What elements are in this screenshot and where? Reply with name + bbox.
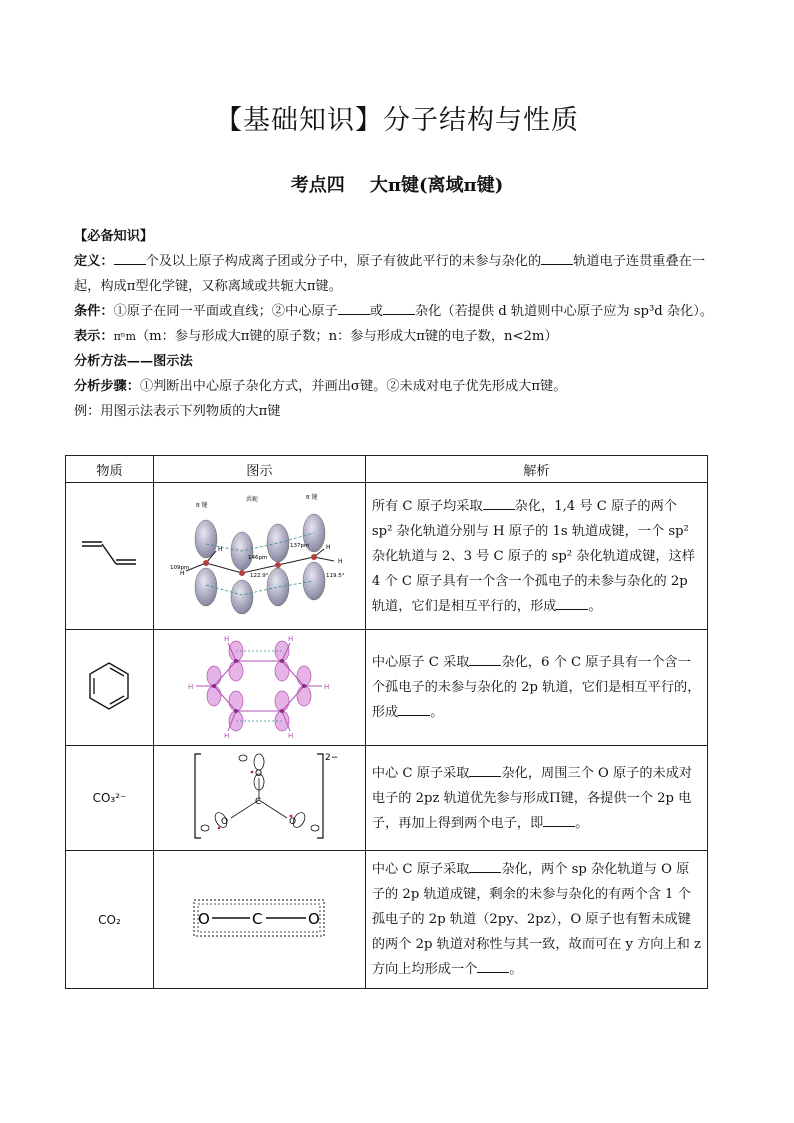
analysis-text-a: 中心 C 原子采取 (371, 765, 470, 781)
blank (477, 961, 509, 973)
molecule-table (65, 455, 708, 989)
blank (469, 765, 501, 777)
oxygen-label: O (308, 909, 321, 928)
hydrogen-label: H (326, 544, 331, 551)
analysis-text-b: 杂化，1,4 号 C 原子的两个 sp² 杂化轨道分别与 H 原子的 1s 轨道成键，一个 sp² 杂化轨道与 2、3 号 C 原子的 sp² 杂化轨道成键，这样 4 个 C 原子具有一个含一个孤电子的未参与杂化的 2p 轨道，它们是相互平行的，形成 (371, 498, 695, 614)
blank (383, 303, 415, 315)
definition-paragraph (74, 249, 726, 299)
carbonate-orbital-diagram (179, 748, 339, 844)
definition-text-2: 轨道电子连贯重叠在一起，构成π型化学键，又称离域或共轭大π键。 (74, 254, 706, 294)
page-title: 【基础知识】分子结构与性质 (215, 105, 579, 136)
butadiene-structure (66, 483, 154, 630)
co2-orbital-diagram (184, 890, 334, 946)
hydrogen-label: H (224, 634, 230, 643)
oxygen-label: O (255, 769, 263, 779)
analysis-text-b: 杂化，周围三个 O 原子的未成对电子的 2pz 轨道优先参与形成Π键，各提供一个 2p 电子，再加上得到两个电子，即 (371, 765, 693, 831)
bond-angle-1: 122.9° (250, 573, 269, 579)
header-substance: 物质 (66, 456, 154, 483)
header-analysis: 解析 (365, 456, 707, 483)
butadiene-orbital-diagram (166, 489, 352, 619)
header-figure: 图示 (153, 456, 365, 483)
table-row (66, 851, 708, 989)
knowledge-body (74, 224, 726, 424)
analysis-text-a: 中心 C 原子采取 (371, 862, 470, 877)
charge-label: 2− (325, 753, 339, 763)
oxygen-label: O (198, 909, 211, 928)
hydrogen-label: H (218, 546, 223, 553)
bond-length-1: 109pm (170, 565, 190, 571)
hydrogen-label: H (288, 731, 294, 739)
blank (483, 498, 515, 510)
pi-label-2: π 键 (306, 494, 318, 501)
blank (541, 253, 573, 265)
hydrogen-label: H (224, 731, 230, 739)
butadiene-figure (153, 483, 365, 630)
condition-paragraph (74, 299, 726, 324)
table-header-row (66, 456, 708, 483)
analysis-text-c: 。 (509, 962, 523, 977)
table-row (66, 483, 708, 630)
oxygen-label: O (289, 817, 297, 827)
benzene-skeleton (84, 659, 134, 713)
blank (469, 654, 501, 666)
hydrogen-label: H (188, 682, 194, 691)
section-heading: 【必备知识】 (74, 229, 154, 244)
co2-figure (153, 851, 365, 989)
blank (114, 253, 146, 265)
steps-label: 分析步骤： (74, 379, 140, 394)
method-heading: 分析方法——图示法 (74, 354, 193, 369)
butadiene-skeleton (74, 534, 144, 574)
example-intro: 例：用图示法表示下列物质的大π键 (74, 404, 281, 419)
analysis-text-b: 杂化，两个 sp 杂化轨道与 O 原子的 2p 轨道成键，剩余的未参与杂化的有两个含 1 个孤电子的 2p 轨道（2py、2pz），O 原子也有暂未成键的两个 2p 轨道对称性与其一致，故而可在 y 方向上和 z 方向上均形成一个 (371, 862, 701, 977)
hydrogen-label: H (180, 570, 185, 577)
bond-length-2: 146pm (248, 555, 268, 561)
analysis-text-c: 。 (430, 705, 444, 720)
definition-label: 定义： (74, 254, 114, 269)
blank (469, 861, 501, 873)
co2-name: CO₂ (66, 851, 154, 989)
hydrogen-label: H (338, 558, 343, 565)
notation-paragraph (74, 324, 726, 349)
co2-analysis (365, 851, 707, 989)
analysis-text-c: 。 (575, 815, 589, 831)
blank (338, 303, 370, 315)
analysis-text-c: 。 (588, 598, 602, 614)
hydrogen-label: H (288, 634, 294, 643)
shared-label: 共轭 (246, 496, 259, 503)
blank (543, 815, 575, 827)
notation-label: 表示： (74, 329, 114, 344)
table-row (66, 630, 708, 746)
carbon-label: C (255, 797, 262, 807)
analysis-text-b: 杂化，6 个 C 原子具有一个含一个孤电子的未参与杂化的 2p 轨道，它们是相互平行的，形成 (371, 655, 701, 720)
benzene-figure (153, 630, 365, 746)
butadiene-analysis (365, 483, 707, 630)
carbon-label: C (252, 909, 263, 928)
blank (556, 598, 588, 610)
table-row (66, 746, 708, 851)
steps-text: ①判断出中心原子杂化方式，并画出σ键。②未成对电子优先形成大π键。 (139, 379, 567, 394)
analysis-text-a: 中心原子 C 采取 (371, 655, 470, 670)
carbonate-figure (153, 746, 365, 851)
condition-text-2: 或 (369, 304, 383, 319)
condition-text-1: ①原子在同一平面或直线；②中心原子 (113, 304, 338, 319)
blank (398, 704, 430, 716)
condition-label: 条件： (74, 304, 114, 319)
benzene-orbital-diagram (184, 633, 334, 739)
notation-symbol: πⁿm (113, 330, 136, 343)
carbonate-analysis (365, 746, 707, 851)
definition-text-1: 个及以上原子构成离子团或分子中，原子有彼此平行的未参与杂化的 (145, 254, 542, 269)
pi-label-1: π 键 (196, 502, 208, 509)
benzene-structure (66, 630, 154, 746)
oxygen-label: O (221, 817, 229, 827)
carbonate-name: CO₃²⁻ (66, 746, 154, 851)
bond-length-3: 137pm (290, 543, 310, 549)
bond-angle-2: 119.5° (326, 573, 345, 579)
benzene-analysis (365, 630, 707, 746)
hydrogen-label: H (324, 682, 330, 691)
condition-text-3: 杂化（若提供 d 轨道则中心原子应为 sp³d 杂化）。 (414, 304, 714, 319)
notation-text: （m：参与形成大π键的原子数；n：参与形成大π键的电子数，n<2m） (135, 329, 558, 344)
section-subtitle: 考点四 大π键(离域π键) (290, 175, 504, 196)
steps-paragraph (74, 374, 726, 399)
analysis-text-a: 所有 C 原子均采取 (371, 498, 483, 514)
